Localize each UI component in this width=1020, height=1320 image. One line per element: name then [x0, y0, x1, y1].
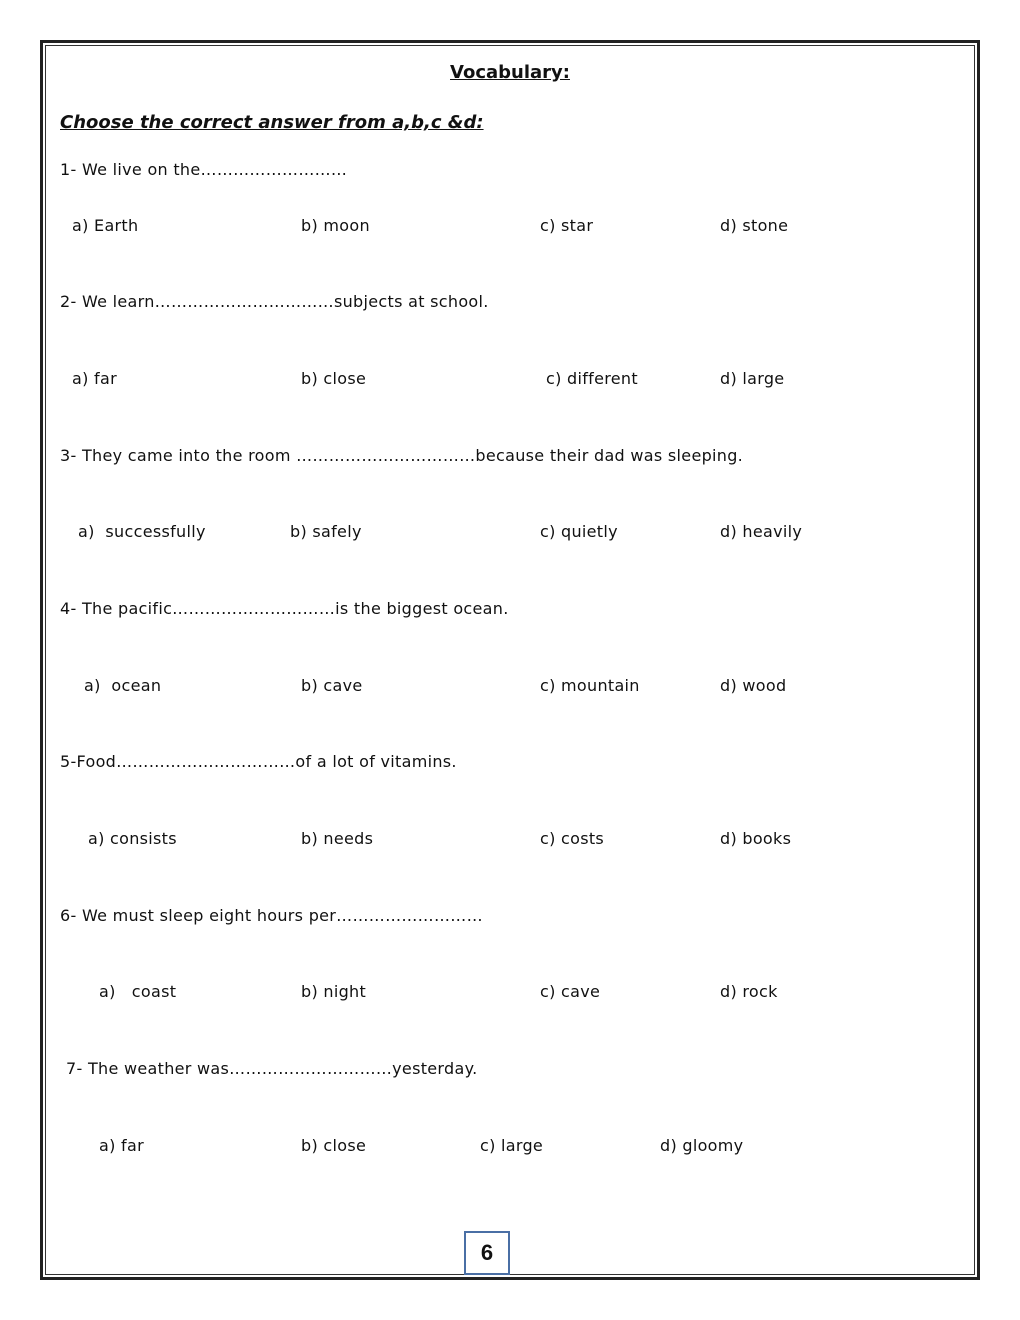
question-5-option-c: c) costs [540, 829, 605, 848]
question-7: 7- The weather was…………………………yesterday. [66, 1059, 478, 1078]
page-number: 6 [464, 1231, 510, 1275]
question-5: 5-Food……………………………of a lot of vitamins. [60, 752, 457, 771]
question-1-option-a: a) Earth [72, 216, 139, 235]
question-3-option-d: d) heavily [720, 522, 803, 541]
question-2-option-c: c) different [546, 369, 638, 388]
question-2-option-b: b) close [301, 369, 367, 388]
page-border-inner [45, 45, 975, 1275]
question-5-option-d: d) books [720, 829, 792, 848]
question-4: 4- The pacific…………………………is the biggest ocean. [60, 599, 509, 618]
question-6-option-c: c) cave [540, 982, 601, 1001]
question-7-option-a: a) far [99, 1136, 144, 1155]
question-4-option-c: c) mountain [540, 676, 640, 695]
question-2: 2- We learn……………………………subjects at school. [60, 292, 489, 311]
question-1-option-c: c) star [540, 216, 594, 235]
question-2-option-a: a) far [72, 369, 117, 388]
question-7-option-b: b) close [301, 1136, 367, 1155]
question-3: 3- They came into the room ……………………………because their dad was sleeping. [60, 446, 744, 465]
question-4-option-b: b) cave [301, 676, 363, 695]
question-4-option-a: a) ocean [84, 676, 162, 695]
question-7-option-c: c) large [480, 1136, 544, 1155]
question-6-option-b: b) night [301, 982, 367, 1001]
question-3-option-c: c) quietly [540, 522, 618, 541]
question-6-option-d: d) rock [720, 982, 778, 1001]
section-title: Vocabulary: [450, 62, 570, 83]
question-7-option-d: d) gloomy [660, 1136, 744, 1155]
question-4-option-d: d) wood [720, 676, 787, 695]
question-1: 1- We live on the……………………… [60, 160, 348, 179]
question-1-option-b: b) moon [301, 216, 370, 235]
instructions: Choose the correct answer from a,b,c &d: [60, 112, 484, 133]
question-6: 6- We must sleep eight hours per……………………… [60, 906, 483, 925]
question-6-option-a: a) coast [99, 982, 177, 1001]
question-1-option-d: d) stone [720, 216, 789, 235]
question-3-option-b: b) safely [290, 522, 362, 541]
question-5-option-b: b) needs [301, 829, 374, 848]
question-5-option-a: a) consists [88, 829, 177, 848]
question-2-option-d: d) large [720, 369, 785, 388]
question-3-option-a: a) successfully [78, 522, 206, 541]
